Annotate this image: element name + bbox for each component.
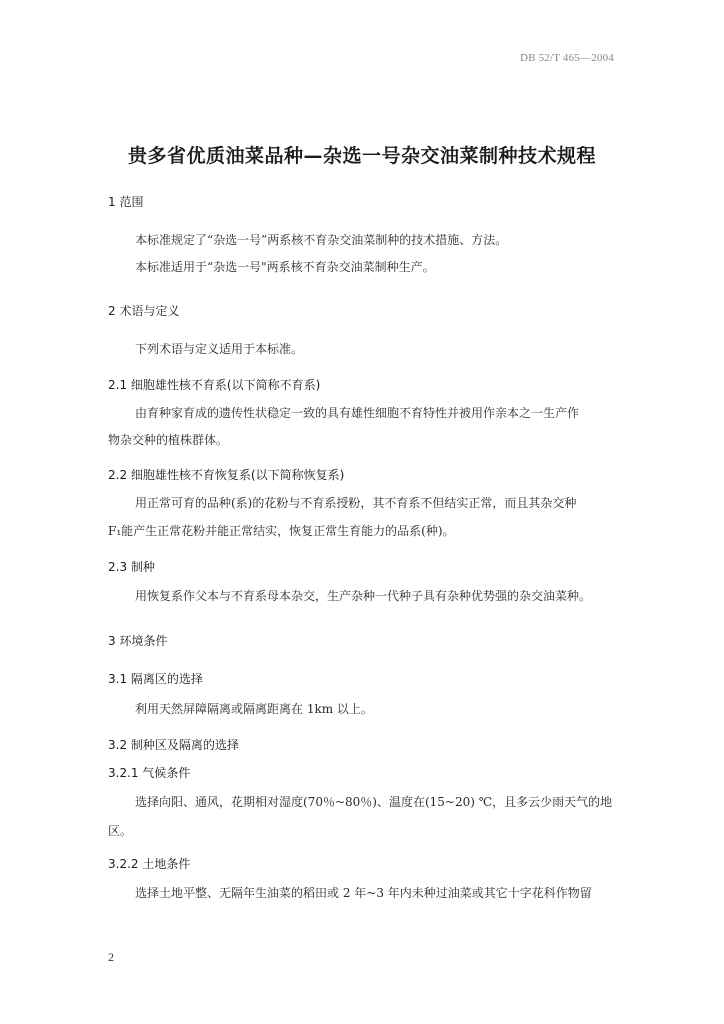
section-2-3-heading: 2.3 制种 xyxy=(108,560,155,574)
section-2-2-paragraph-line-1: 用正常可育的品种(系)的花粉与不育系授粉，其不育系不但结实正常，而且其杂交种 xyxy=(135,496,577,510)
section-3-2-1-heading: 3.2.1 气候条件 xyxy=(108,766,191,780)
section-1-heading: 1 范围 xyxy=(108,195,144,209)
section-2-1-heading: 2.1 细胞雄性核不育系(以下简称不育系) xyxy=(108,378,321,392)
standard-code: DB 52/T 465—2004 xyxy=(519,52,614,64)
section-1-paragraph-1: 本标准规定了“杂选一号”两系核不育杂交油菜制种的技术措施、方法。 xyxy=(135,233,508,247)
section-3-2-1-paragraph-line-1: 选择向阳、通风，花期相对湿度(70％~80％)、温度在(15~20) ℃，且多云少雨天气的地 xyxy=(135,795,613,809)
section-3-2-heading: 3.2 制种区及隔离的选择 xyxy=(108,738,239,752)
section-2-1-paragraph-line-2: 物杂交种的植株群体。 xyxy=(108,433,229,447)
document-title: 贵多省优质油菜品种—杂选一号杂交油菜制种技术规程 xyxy=(127,145,596,167)
section-3-2-2-heading: 3.2.2 土地条件 xyxy=(108,857,191,871)
section-2-2-paragraph-line-2: F₁能产生正常花粉并能正常结实，恢复正常生育能力的品系(种)。 xyxy=(108,524,455,538)
section-2-paragraph: 下列术语与定义适用于本标准。 xyxy=(135,342,304,356)
section-2-heading: 2 术语与定义 xyxy=(108,304,180,318)
section-2-2-heading: 2.2 细胞雄性核不育恢复系(以下简称恢复系) xyxy=(108,468,345,482)
section-2-3-paragraph: 用恢复系作父本与不育系母本杂交，生产杂种一代种子具有杂种优势强的杂交油菜种。 xyxy=(135,589,592,603)
section-3-1-paragraph: 利用天然屏障隔离或隔离距离在 1km 以上。 xyxy=(135,702,373,716)
section-3-heading: 3 环境条件 xyxy=(108,634,168,648)
section-2-1-paragraph-line-1: 由育种家育成的遗传性状稳定一致的具有雄性细胞不育特性并被用作亲本之一生产作 xyxy=(135,406,580,420)
section-3-2-1-paragraph-line-2: 区。 xyxy=(108,824,133,838)
section-3-1-heading: 3.1 隔离区的选择 xyxy=(108,672,203,686)
page-number: 2 xyxy=(108,950,114,964)
section-1-paragraph-2: 本标准适用于“杂选一号"两系核不育杂交油菜制种生产。 xyxy=(135,260,435,274)
section-3-2-2-paragraph-line-1: 选择土地平整、无隔年生油菜的稻田或 2 年~3 年内未种过油菜或其它十字花科作物留 xyxy=(135,886,592,900)
